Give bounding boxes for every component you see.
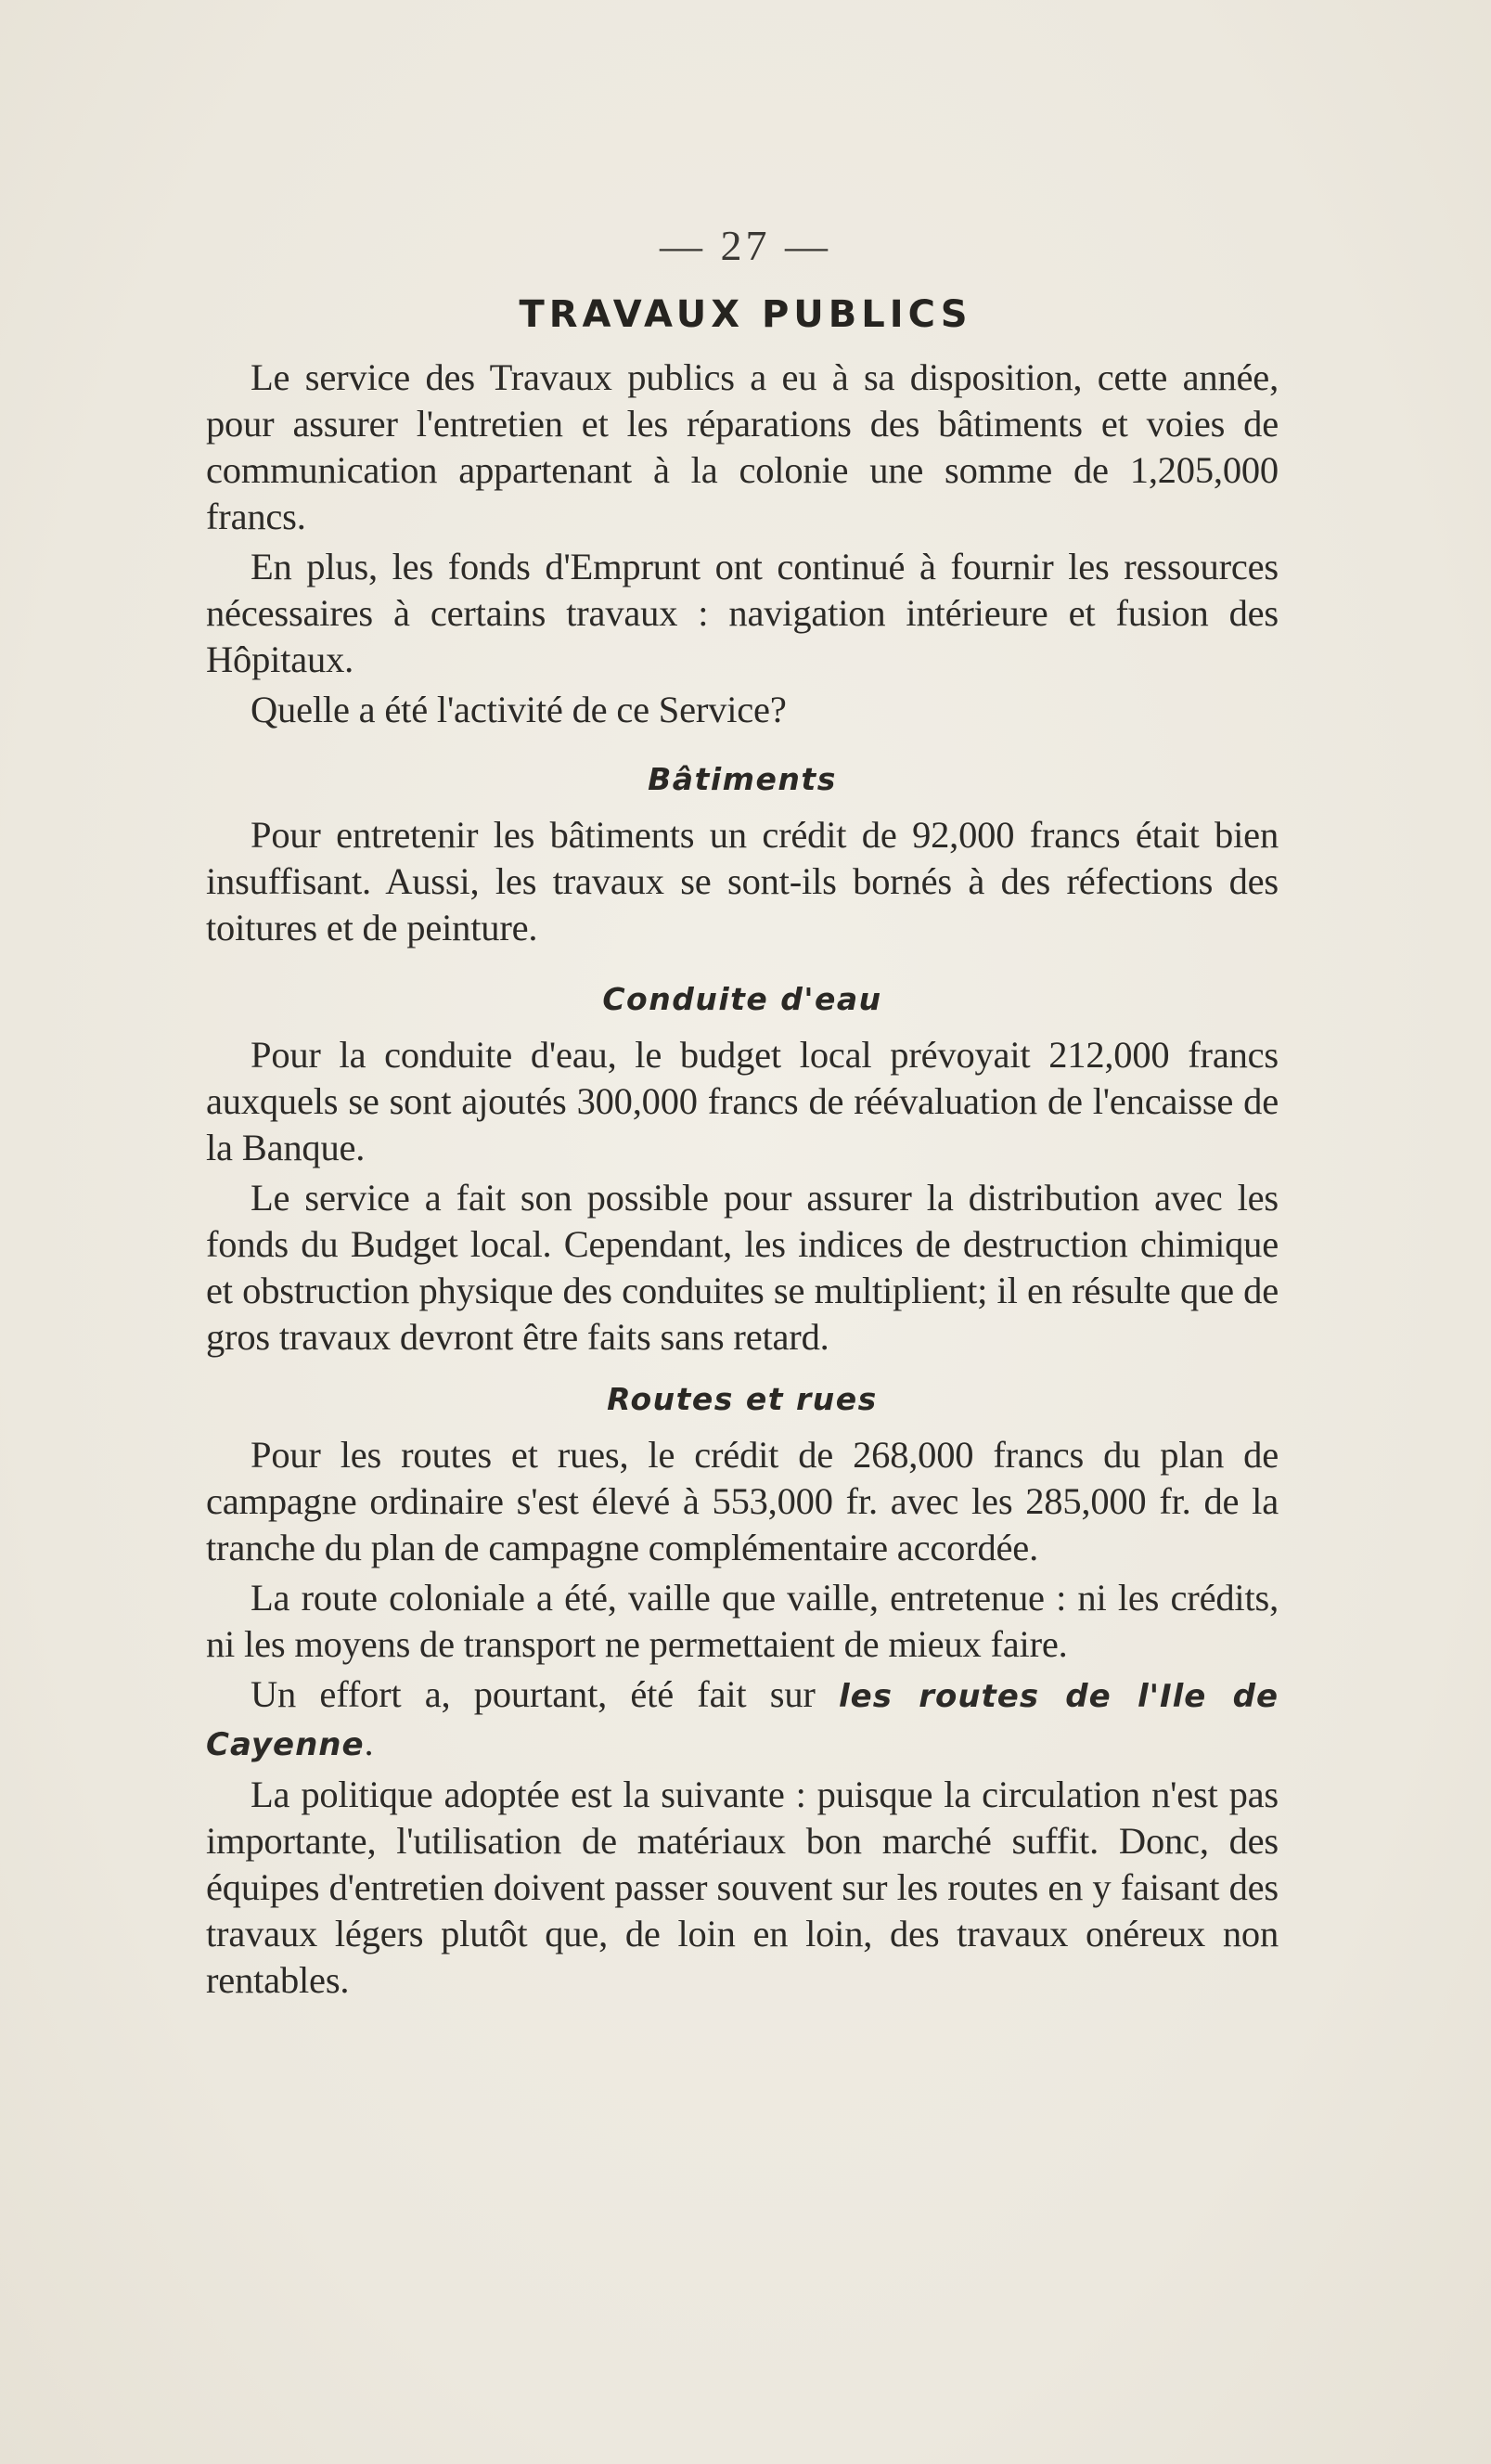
section-heading-batiments: Bâtiments <box>648 761 837 797</box>
routes-paragraph-3 <box>206 1671 1279 1768</box>
intro-paragraph-3: Quelle a été l'activité de ce Service? <box>251 689 787 730</box>
body-text <box>206 355 1279 2007</box>
section-heading-conduite: Conduite d'eau <box>602 981 882 1017</box>
batiments-paragraph-1: Pour entretenir les bâtiments un crédit de 92,000 francs était bien insuffisant. Aussi, les travaux se sont-ils bornés à des réfections des toitures et de peinture. <box>206 814 1279 948</box>
routes-paragraph-2: La route coloniale a été, vaille que vaille, entretenue : ni les crédits, ni les moyens de transport ne permettaient de mieux faire. <box>206 1577 1279 1665</box>
page-number: — 27 — <box>660 222 831 269</box>
page-title: TRAVAUX PUBLICS <box>519 293 972 336</box>
routes-paragraph-3-end: . <box>364 1722 374 1763</box>
conduite-paragraph-1: Pour la conduite d'eau, le budget local prévoyait 212,000 francs auxquels se sont ajoutés 300,000 francs de réévaluation de l'encaisse de la Banque. <box>206 1034 1279 1168</box>
section-heading-routes: Routes et rues <box>607 1381 878 1417</box>
intro-paragraph-1: Le service des Travaux publics a eu à sa disposition, cette année, pour assurer l'entretien et les réparations des bâtiments et voies de communication appartenant à la colonie une somme de 1,205,000 francs. <box>206 356 1279 537</box>
routes-paragraph-1: Pour les routes et rues, le crédit de 268,000 francs du plan de campagne ordinaire s'est élevé à 553,000 fr. avec les 285,000 fr. de la tranche du plan de campagne complémentaire accordée. <box>206 1434 1279 1568</box>
routes-paragraph-3-emphasis: les routes de l'Ile de Cayenne <box>206 1678 1279 1763</box>
routes-paragraph-3-lead: Un effort a, pourtant, été fait sur <box>251 1673 840 1715</box>
intro-paragraph-2: En plus, les fonds d'Emprunt ont continué à fournir les ressources nécessaires à certains travaux : navigation intérieure et fusion des Hôpitaux. <box>206 546 1279 680</box>
routes-paragraph-4: La politique adoptée est la suivante : puisque la circulation n'est pas importante, l'utilisation de matériaux bon marché suffit. Donc, des équipes d'entretien doivent passer souvent sur les routes en y faisant des travaux légers plutôt que, de loin en loin, des travaux onéreux non rentables. <box>206 1774 1279 2001</box>
conduite-paragraph-2: Le service a fait son possible pour assurer la distribution avec les fonds du Budget local. Cependant, les indices de destruction chimique et obstruction physique des conduites se multiplient; il en résulte que de gros travaux devront être faits sans retard. <box>206 1177 1279 1358</box>
